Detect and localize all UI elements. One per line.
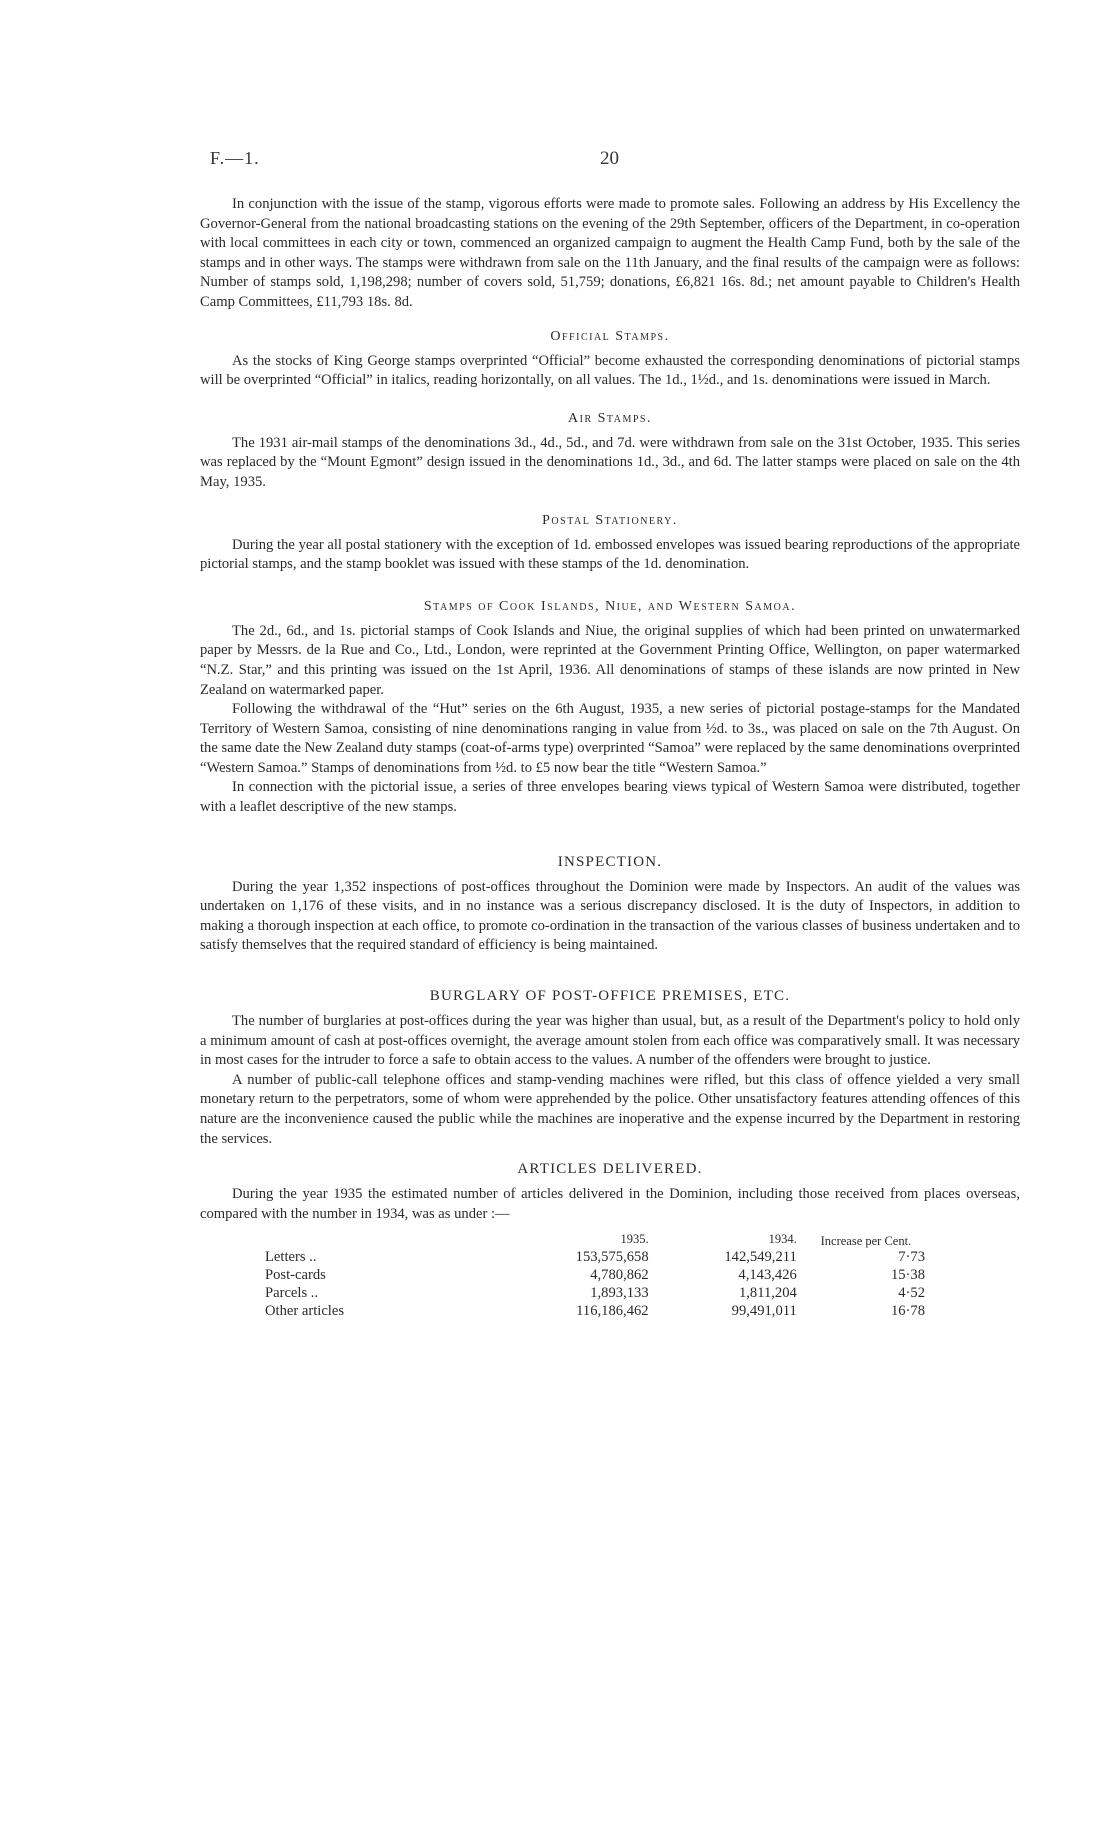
row-label: Letters .. — [265, 1249, 317, 1266]
official-stamps-section — [200, 327, 1020, 391]
inspection-paragraph: During the year 1,352 inspections of post-offices throughout the Dominion were made by Inspectors. An audit of the values was undertaken on 1,176 of these visits, and in no instance was a serious discrepancy disclosed. It is the duty of Inspectors, in addition to making a thorough inspection at each office, to promote co-ordination in the transaction of the various classes of business undertaken and to satisfy themselves that the required standard of efficiency is being maintained. — [200, 878, 1020, 954]
running-head — [210, 148, 1010, 172]
value-1934: 142,549,211 — [724, 1249, 797, 1266]
table-row — [265, 1266, 925, 1284]
table-header-row — [265, 1230, 925, 1248]
burglary-heading: BURGLARY OF POST-OFFICE PREMISES, ETC. — [429, 988, 791, 1005]
air-stamps-section — [200, 409, 1020, 493]
burglary-paragraph: A number of public-call telephone offices and stamp-vending machines were rifled, but this class of offence yielded a very small monetary return to the perpetrators, some of whom were apprehended by the police. Other unsatisfactory features attending offences of this nature are the inconvenience caused the public while the machines are inoperative and the expense incurred by the Department in restoring the services. — [200, 1071, 1020, 1147]
value-1935: 1,893,133 — [590, 1285, 649, 1302]
report-reference: F.—1. — [210, 148, 260, 168]
page-number: 20 — [600, 148, 619, 169]
intro-section — [200, 195, 1020, 313]
value-1934: 4,143,426 — [738, 1267, 797, 1284]
postal-stationery-heading: Postal Stationery. — [542, 512, 678, 528]
value-increase: 16·78 — [890, 1303, 925, 1320]
value-1935: 153,575,658 — [575, 1249, 649, 1266]
value-1934: 99,491,011 — [731, 1303, 797, 1320]
articles-paragraph: During the year 1935 the estimated number of articles delivered in the Dominion, including those received from places overseas, compared with the number in 1934, was as under :— — [200, 1186, 1020, 1222]
value-1934: 1,811,204 — [738, 1285, 797, 1302]
cook-islands-paragraph: In connection with the pictorial issue, a series of three envelopes bearing views typical of Western Samoa were distributed, together with a leaflet descriptive of the new stamps. — [200, 779, 1020, 816]
air-stamps-paragraph: The 1931 air-mail stamps of the denominations 3d., 4d., 5d., and 7d. were withdrawn from sale on the 31st October, 1935. This series was replaced by the “Mount Egmont” design issued in the denominations 1d., 3d., and 6d. The latter stamps were placed on sale on the 4th May, 1935. — [200, 434, 1020, 490]
burglary-paragraph: The number of burglaries at post-offices during the year was higher than usual, but, as a result of the Department's policy to hold only a minimum amount of cash at post-offices overnight, the average amount stolen from each office was comparatively small. It was necessary in most cases for the intruder to force a safe to obtain access to the values. A number of the offenders were brought to justice. — [200, 1013, 1020, 1069]
articles-section — [200, 1159, 1020, 1320]
value-1935: 116,186,462 — [576, 1303, 649, 1320]
row-label: Other articles — [265, 1303, 345, 1320]
row-label: Post-cards — [265, 1267, 326, 1284]
inspection-heading: INSPECTION. — [557, 853, 663, 870]
table-row — [265, 1248, 925, 1266]
value-increase: 15·38 — [890, 1267, 925, 1284]
official-stamps-paragraph: As the stocks of King George stamps overprinted “Official” become exhausted the corresponding denominations of pictorial stamps will be overprinted “Official” in italics, reading horizontally, on all values. The 1d., 1½d., and 1s. denominations were issued in March. — [200, 352, 1020, 389]
postal-stationery-paragraph: During the year all postal stationery with the exception of 1d. embossed envelopes was issued bearing reproductions of the appropriate pictorial stamps, and the stamp booklet was issued with these stamps of the 1d. denomination. — [200, 536, 1020, 573]
cook-islands-section — [200, 597, 1020, 818]
table-row — [265, 1302, 925, 1320]
articles-table — [265, 1230, 925, 1320]
postal-stationery-section — [200, 511, 1020, 575]
cook-islands-heading: Stamps of Cook Islands, Niue, and Western Samoa. — [423, 598, 797, 614]
row-label: Parcels .. — [265, 1285, 319, 1302]
intro-paragraph: In conjunction with the issue of the stamp, vigorous efforts were made to promote sales. Following an address by His Excellency the Governor-General from the national broadcasting stations on the evening of the 29th September, officers of the Department, in co-operation with local committees in each city or town, commenced an organized campaign to augment the Health Camp Fund, both by the sale of the stamps and in other ways. The stamps were withdrawn from sale on the 11th January, and the final results of the campaign were as follows: Number of stamps sold, 1,198,298; number of covers sold, 51,759; donations, £6,821 16s. 8d.; net amount payable to Children's Health Camp Committees, £11,793 18s. 8d. — [200, 196, 1020, 310]
value-increase: 4·52 — [898, 1285, 925, 1302]
value-increase: 7·73 — [898, 1249, 925, 1266]
value-1935: 4,780,862 — [590, 1267, 649, 1284]
column-header-1935: 1935. — [620, 1232, 649, 1247]
cook-islands-paragraph: Following the withdrawal of the “Hut” series on the 6th August, 1935, a new series of pictorial postage-stamps for the Mandated Territory of Western Samoa, consisting of nine denominations ranging in value from ½d. to 3s., was placed on sale on the 7th August. On the same date the New Zealand duty stamps (coat-of-arms type) overprinted “Samoa” were replaced by the same denominations overprinted “Western Samoa.” Stamps of denominations from ½d. to £5 now bear the title “Western Samoa.” — [200, 701, 1020, 776]
official-stamps-heading: Official Stamps. — [550, 328, 670, 344]
column-header-1934: 1934. — [768, 1232, 797, 1247]
burglary-section — [200, 986, 1020, 1149]
table-row — [265, 1284, 925, 1302]
label-column-header — [265, 1230, 530, 1248]
column-header-increase: Increase per Cent. — [820, 1234, 912, 1249]
page-body — [200, 195, 1020, 1320]
air-stamps-heading: Air Stamps. — [568, 410, 652, 426]
inspection-section — [200, 852, 1020, 956]
articles-heading: ARTICLES DELIVERED. — [517, 1161, 703, 1178]
cook-islands-paragraph: The 2d., 6d., and 1s. pictorial stamps of Cook Islands and Niue, the original supplies of which had been printed on unwatermarked paper by Messrs. de la Rue and Co., Ltd., London, were reprinted at the Government Printing Office, Wellington, on paper watermarked “N.Z. Star,” and this printing was issued on the 1st April, 1936. All denominations of stamps of these islands are now printed in New Zealand on watermarked paper. — [200, 622, 1020, 698]
